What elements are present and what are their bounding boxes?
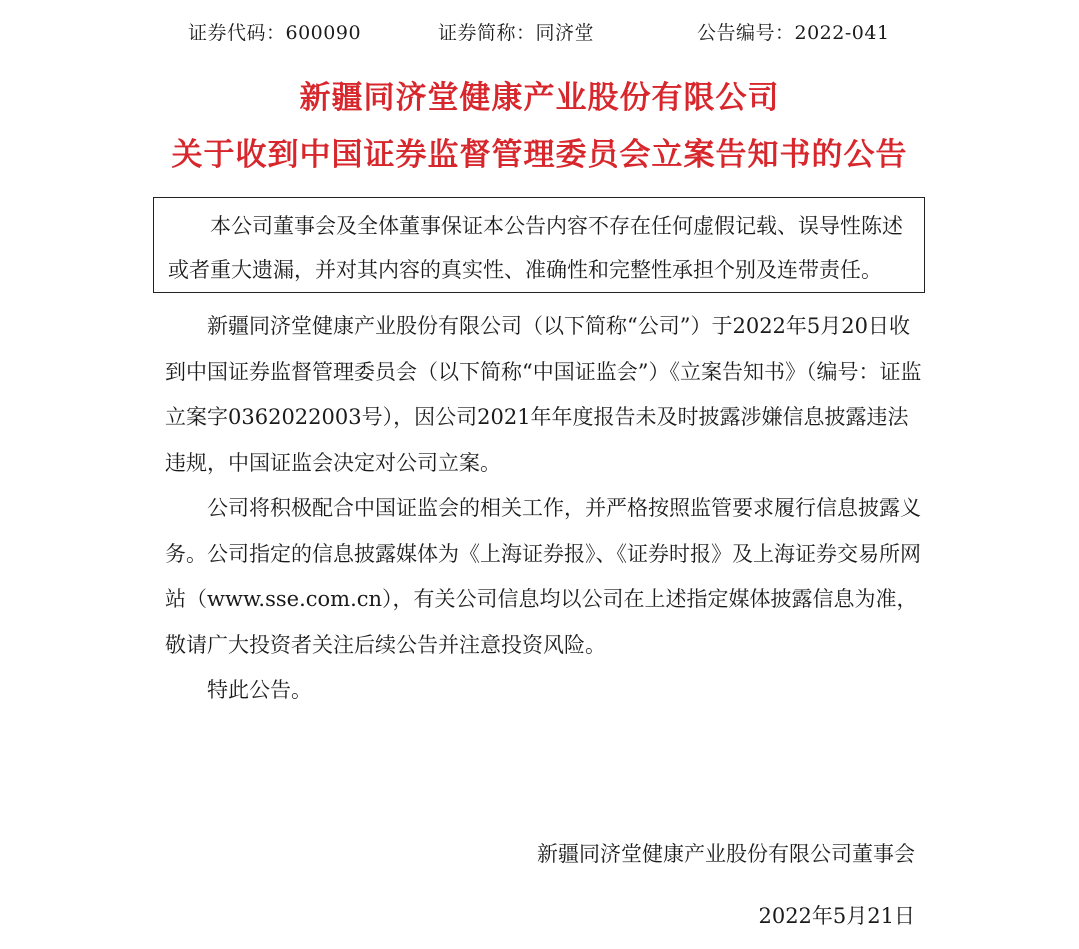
body-paragraph-filing: 新疆同济堂健康产业股份有限公司（以下简称“公司”）于2022年5月20日收到中国证券监督管理委员会（以下简称“中国证监会”）《立案告知书》（编号：证监立案字0362022003号），因公司2021年年度报告未及时披露涉嫌信息披露违法违规，中国证监会决定对公司立案。 bbox=[165, 314, 922, 475]
body-paragraph-cooperation: 公司将积极配合中国证监会的相关工作，并严格按照监管要求履行信息披露义务。公司指定的信息披露媒体为《上海证券报》、《证券时报》及上海证券交易所网站（www.sse.com.cn），有关公司信息均以公司在上述指定媒体披露信息为准，敬请广大投资者关注后续公告并注意投资风险。 bbox=[165, 496, 921, 657]
title-announcement-subject: 关于收到中国证券监督管理委员会立案告知书的公告 bbox=[171, 137, 908, 173]
signature-board: 新疆同济堂健康产业股份有限公司董事会 bbox=[537, 842, 915, 866]
body-paragraph-closing: 特此公告。 bbox=[207, 678, 312, 702]
disclaimer-box bbox=[153, 197, 925, 293]
announcement-number: 公告编号：2022-041 bbox=[697, 22, 890, 44]
disclaimer-text: 本公司董事会及全体董事保证本公告内容不存在任何虚假记载、误导性陈述或者重大遗漏，并对其内容的真实性、准确性和完整性承担个别及连带责任。 bbox=[168, 214, 903, 282]
title-company-name: 新疆同济堂健康产业股份有限公司 bbox=[299, 80, 780, 116]
stock-abbreviation: 证券简称：同济堂 bbox=[438, 22, 595, 44]
stock-code: 证券代码：600090 bbox=[188, 22, 362, 44]
signature-date: 2022年5月21日 bbox=[758, 904, 915, 928]
